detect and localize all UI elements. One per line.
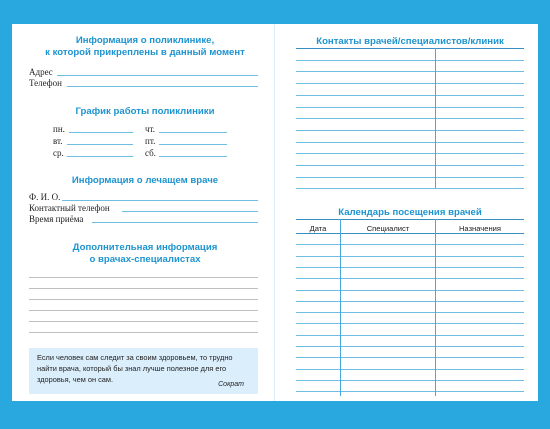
visits-row-line [296,267,524,268]
quote-line2: найти врача, который бы знал лучше полезное для его [37,364,227,373]
address-field[interactable] [57,75,258,76]
day-fri-label: пт. [145,136,156,146]
visits-title: Календарь посещения врачей [338,207,482,218]
visits-row-line [296,357,524,358]
frame-bottom [0,401,550,429]
contacts-row-line [296,118,524,119]
visits-row-line [296,290,524,291]
doctor-name-label: Ф. И. О. [29,192,61,202]
additional-line[interactable] [29,321,258,322]
quote-line1: Если человек сам следит за своим здоровьем, то трудно [37,353,233,362]
visits-row-line [296,346,524,347]
day-sat-label: сб. [145,148,156,158]
doctor-phone-field[interactable] [122,211,258,212]
contacts-table-top-border [296,48,524,49]
doctor-name-field[interactable] [62,200,258,201]
contacts-row-line [296,95,524,96]
contacts-row-line [296,130,524,131]
day-wed-field[interactable] [67,156,133,157]
additional-line[interactable] [29,310,258,311]
visits-column-divider [435,219,436,396]
visits-row-line [296,244,524,245]
page-gutter [274,24,275,401]
contacts-title: Контакты врачей/специалистов/клиник [316,36,504,47]
contacts-row-line [296,177,524,178]
clinic-info-title-line1: Информация о поликлинике, [75,35,215,46]
day-sat-field[interactable] [159,156,227,157]
contacts-row-line [296,142,524,143]
day-mon-label: пн. [53,124,65,134]
clinic-info-title-line2: к которой прикреплены в данный момент [45,47,245,58]
day-wed-label: ср. [53,148,64,158]
quote-line3: здоровья, чем он сам. [37,375,114,384]
visits-header-date: Дата [309,224,327,233]
additional-line[interactable] [29,277,258,278]
clinic-phone-label: Телефон [29,78,62,88]
frame-top [0,0,550,24]
additional-line[interactable] [29,288,258,289]
additional-info-title-line1: Дополнительная информация [72,242,218,253]
additional-line[interactable] [29,332,258,333]
day-tue-label: вт. [53,136,63,146]
doctor-hours-label: Время приёма [29,214,84,224]
day-mon-field[interactable] [69,132,133,133]
doctor-phone-label: Контактный телефон [29,203,110,213]
visits-row-line [296,312,524,313]
clinic-phone-field[interactable] [67,86,258,87]
visits-header-appointments: Назначения [458,224,502,233]
visits-row-line [296,391,524,392]
visits-row-line [296,256,524,257]
visits-column-divider [340,219,341,396]
visits-row-line [296,369,524,370]
frame-right [538,0,550,429]
visits-row-line [296,278,524,279]
contacts-row-line [296,71,524,72]
visits-header-bottom-border [296,233,524,234]
visits-header-specialist: Специалист [366,224,410,233]
doctor-hours-field[interactable] [92,222,258,223]
contacts-table[interactable] [296,48,524,189]
visits-row-line [296,323,524,324]
additional-info-title-line2: о врачах-специалистах [89,254,201,265]
address-label: Адрес [29,67,53,77]
day-fri-field[interactable] [159,144,227,145]
contacts-row-line [296,83,524,84]
visits-table-top-border [296,219,524,220]
contacts-row-line [296,165,524,166]
contacts-row-line [296,153,524,154]
visits-row-line [296,301,524,302]
contacts-row-line [296,60,524,61]
additional-line[interactable] [29,299,258,300]
visits-table[interactable] [296,219,524,396]
contacts-row-line [296,188,524,189]
visits-row-line [296,380,524,381]
day-tue-field[interactable] [67,144,133,145]
day-thu-field[interactable] [159,132,227,133]
doctor-info-title: Информация о лечащем враче [71,175,219,186]
quote-author: Сократ [218,381,244,388]
day-thu-label: чт. [145,124,156,134]
frame-left [0,0,12,429]
contacts-column-divider [435,48,436,188]
contacts-row-line [296,107,524,108]
visits-row-line [296,335,524,336]
schedule-title: График работы поликлиники [75,106,215,117]
